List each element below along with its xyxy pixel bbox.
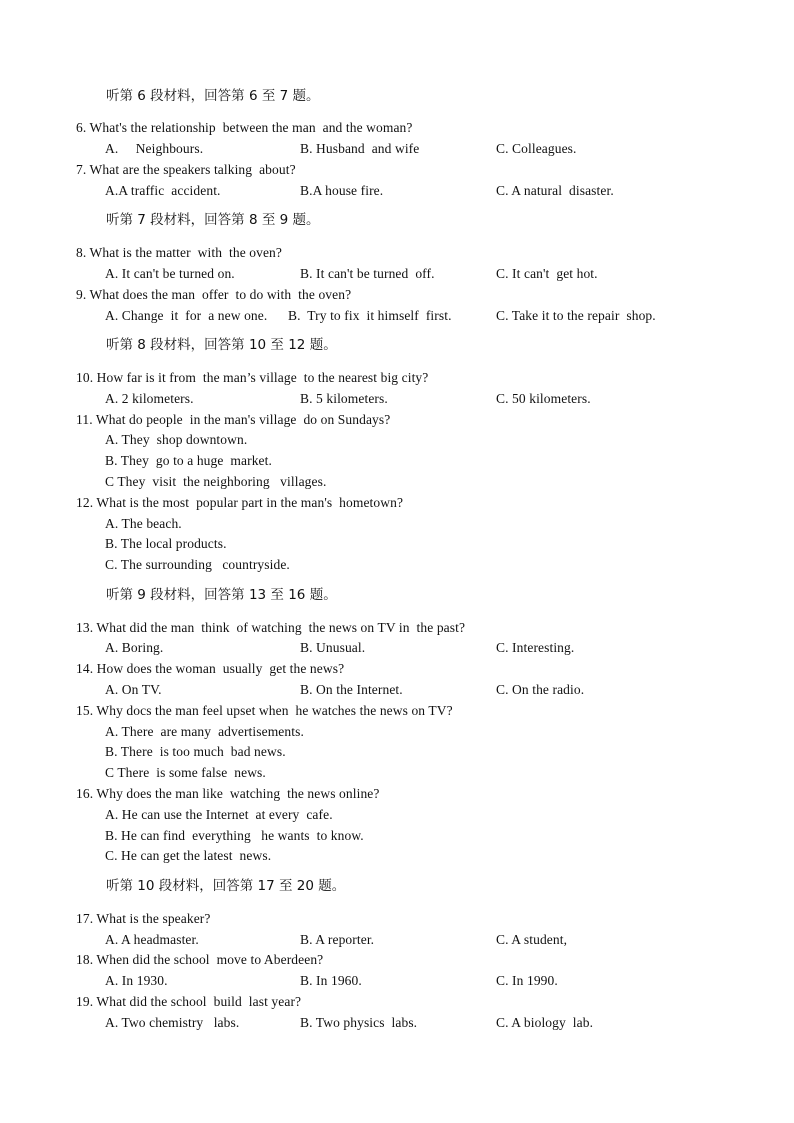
option-15c: C There is some false news. (105, 765, 266, 780)
question-14: 14. How does the woman usually get the news? (76, 661, 345, 676)
option-8b: B. It can't be turned off. (300, 266, 435, 281)
option-7b: B.A house fire. (300, 183, 384, 198)
option-18b: B. In 1960. (300, 973, 362, 988)
option-8a: A. It can't be turned on. (105, 266, 235, 281)
option-7c: C. A natural disaster. (496, 183, 614, 198)
question-11: 11. What do people in the man's village do on Sundays? (76, 412, 391, 427)
option-7a: A.A traffic accident. (105, 183, 221, 198)
option-18a: A. In 1930. (105, 973, 168, 988)
option-15b: B. There is too much bad news. (105, 744, 286, 759)
option-16a: A. He can use the Internet at every cafe. (105, 807, 333, 822)
question-18: 18. When did the school move to Aberdeen? (76, 952, 324, 967)
option-11c: C They visit the neighboring villages. (105, 474, 327, 489)
option-14c: C. On the radio. (496, 682, 585, 697)
option-15a: A. There are many advertisements. (105, 724, 304, 739)
option-17a: A. A headmaster. (105, 932, 199, 947)
option-13a: A. Boring. (105, 640, 164, 655)
section-heading-6: 听第 6 段材料，回答第 6 至 7 题。 (106, 88, 320, 104)
option-19a: A. Two chemistry labs. (105, 1015, 240, 1030)
question-6: 6. What's the relationship between the man and the woman? (76, 120, 413, 135)
option-16c: C. He can get the latest news. (105, 848, 272, 863)
option-14a: A. On TV. (105, 682, 162, 697)
option-9c: C. Take it to the repair shop. (496, 308, 656, 323)
question-10: 10. How far is it from the man’s village to the nearest big city? (76, 370, 429, 385)
question-12: 12. What is the most popular part in the man's hometown? (76, 495, 404, 510)
question-15: 15. Why docs the man feel upset when he watches the news on TV? (76, 703, 453, 718)
option-10b: B. 5 kilometers. (300, 391, 388, 406)
option-10a: A. 2 kilometers. (105, 391, 194, 406)
section-heading-9: 听第 9 段材料，回答第 13 至 16 题。 (106, 587, 337, 603)
question-17: 17. What is the speaker? (76, 911, 211, 926)
option-17b: B. A reporter. (300, 932, 375, 947)
question-16: 16. Why does the man like watching the news online? (76, 786, 380, 801)
option-13c: C. Interesting. (496, 640, 575, 655)
option-8c: C. It can't get hot. (496, 266, 598, 281)
option-6a: A. Neighbours. (105, 141, 204, 156)
option-12c: C. The surrounding countryside. (105, 557, 290, 572)
section-heading-7: 听第 7 段材料，回答第 8 至 9 题。 (106, 212, 320, 228)
question-7: 7. What are the speakers talking about? (76, 162, 296, 177)
option-12b: B. The local products. (105, 536, 227, 551)
option-19c: C. A biology lab. (496, 1015, 594, 1030)
option-13b: B. Unusual. (300, 640, 366, 655)
option-11b: B. They go to a huge market. (105, 453, 272, 468)
option-16b: B. He can find everything he wants to know. (105, 828, 364, 843)
option-19b: B. Two physics labs. (300, 1015, 418, 1030)
option-18c: C. In 1990. (496, 973, 558, 988)
option-17c: C. A student, (496, 932, 568, 947)
option-12a: A. The beach. (105, 516, 182, 531)
question-8: 8. What is the matter with the oven? (76, 245, 282, 260)
section-heading-8: 听第 8 段材料，回答第 10 至 12 题。 (106, 337, 337, 353)
question-13: 13. What did the man think of watching the news on TV in the past? (76, 620, 466, 635)
option-6b: B. Husband and wife (300, 141, 420, 156)
option-9b: B. Try to fix it himself first. (288, 308, 452, 323)
option-10c: C. 50 kilometers. (496, 391, 591, 406)
option-14b: B. On the Internet. (300, 682, 403, 697)
option-6c: C. Colleagues. (496, 141, 577, 156)
option-9a: A. Change it for a new one. (105, 308, 268, 323)
option-11a: A. They shop downtown. (105, 432, 248, 447)
section-heading-10: 听第 10 段材料，回答第 17 至 20 题。 (106, 878, 346, 894)
question-9: 9. What does the man offer to do with the oven? (76, 287, 352, 302)
question-19: 19. What did the school build last year? (76, 994, 302, 1009)
